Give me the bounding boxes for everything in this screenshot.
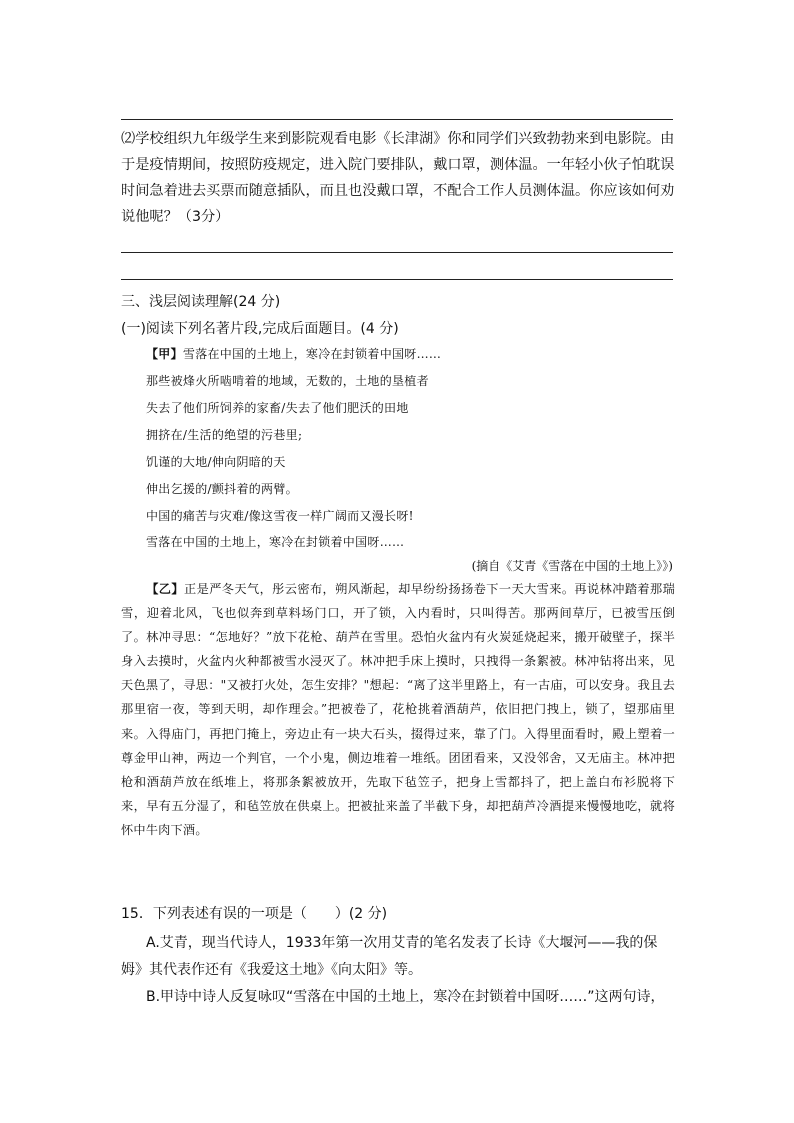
section-subtitle: (一)阅读下列名著片段,完成后面题目。(4 分) — [121, 321, 399, 337]
poem-line-2: 那些被烽火所啮啃着的地域，无数的，土地的垦植者 — [146, 374, 429, 388]
prose-excerpt — [121, 577, 675, 842]
poem-line-5: 饥谨的大地/伸向阴暗的天 — [146, 455, 286, 469]
poem-source: (摘自《艾青《雪落在中国的土地上》》) — [471, 559, 673, 573]
poem-tag: 【甲】 — [146, 347, 183, 361]
question-2-prompt: ⑵学校组织九年级学生来到影院观看电影《长津湖》你和同学们兴致勃勃来到电影院。由于是疫情期间，按照防疫规定，进入院门要排队，戴口罩，测体温。一年轻小伙子怕耽误时间急着进去买票而随意插队，而且也没戴口罩，不配合工作人员测体温。你应该如何劝说他呢？（3分） — [121, 131, 675, 225]
top-answer-line — [121, 119, 673, 120]
poem-line-8: 雪落在中国的土地上，寒冷在封锁着中国呀…… — [146, 535, 405, 549]
question-15-option-b: B.甲诗中诗人反复咏叹“雪落在中国的土地上，寒冷在封锁着中国呀……”这两句诗， — [146, 989, 665, 1005]
section-title: 三、浅层阅读理解(24 分) — [121, 294, 281, 310]
answer-line-1 — [121, 252, 673, 253]
poem-line-3: 失去了他们所饲养的家畜/失去了他们肥沃的田地 — [146, 401, 409, 415]
poem-line-6: 伸出乞援的/颤抖着的两臂。 — [146, 482, 298, 496]
prose-text: 正是严冬天气，彤云密布，朔风渐起，却早纷纷扬扬卷下一天大雪来。再说林冲踏着那瑞雪，迎着北风，飞也似奔到草料场门口，开了锁，入内看时，只叫得苦。那两间草厅，已被雪压倒了。林冲寻思：“怎地好？”放下花枪、葫芦在雪里。恐怕火盆内有火炭延烧起来，搬开破壁子，探半身入去摸时，火盆内火种都被雪水浸灭了。林冲把手床上摸时，只拽得一条絮被。林冲钻将出来，见天色黑了，寻思："又被打火处，怎生安排？"想起：“离了这半里路上，有一古庙，可以安身。我且去那里宿一夜，等到天明，却作理会。”把被卷了，花枪挑着酒葫芦，依旧把门拽上，锁了，望那庙里来。入得庙门，再把门掩上，旁边止有一块大石头，掇得过来，靠了门。入得里面看时，殿上塑着一尊金甲山神，两边一个判官，一个小鬼，侧边堆着一堆纸。团团看来，又没邻舍，又无庙主。林冲把枪和酒葫芦放在纸堆上，将那条絮被放开，先取下毡笠子，把身上雪都抖了，把上盖白布衫脱将下来，早有五分湿了，和毡笠放在供桌上。把被扯来盖了半截下身，却把葫芦冷酒提来慢慢地吃，就将怀中牛肉下酒。 — [121, 582, 675, 837]
answer-line-2 — [121, 279, 673, 280]
poem-line-4: 拥挤在/生活的绝望的污巷里; — [146, 428, 303, 442]
question-15-stem: 15．下列表述有误的一项是（ ）(2 分) — [121, 906, 388, 922]
prose-tag: 【乙】 — [146, 582, 184, 596]
poem-line-7: 中国的痛苦与灾难/像这雪夜一样广阔而又漫长呀! — [146, 509, 414, 523]
poem-line-1: 【甲】雪落在中国的土地上，寒冷在封锁着中国呀…… — [146, 347, 442, 361]
question-15-option-a: A.艾青，现当代诗人，1933年第一次用艾青的笔名发表了长诗《大堰河——我的保姆》其代表作还有《我爱这土地》《向太阳》等。 — [121, 935, 658, 978]
